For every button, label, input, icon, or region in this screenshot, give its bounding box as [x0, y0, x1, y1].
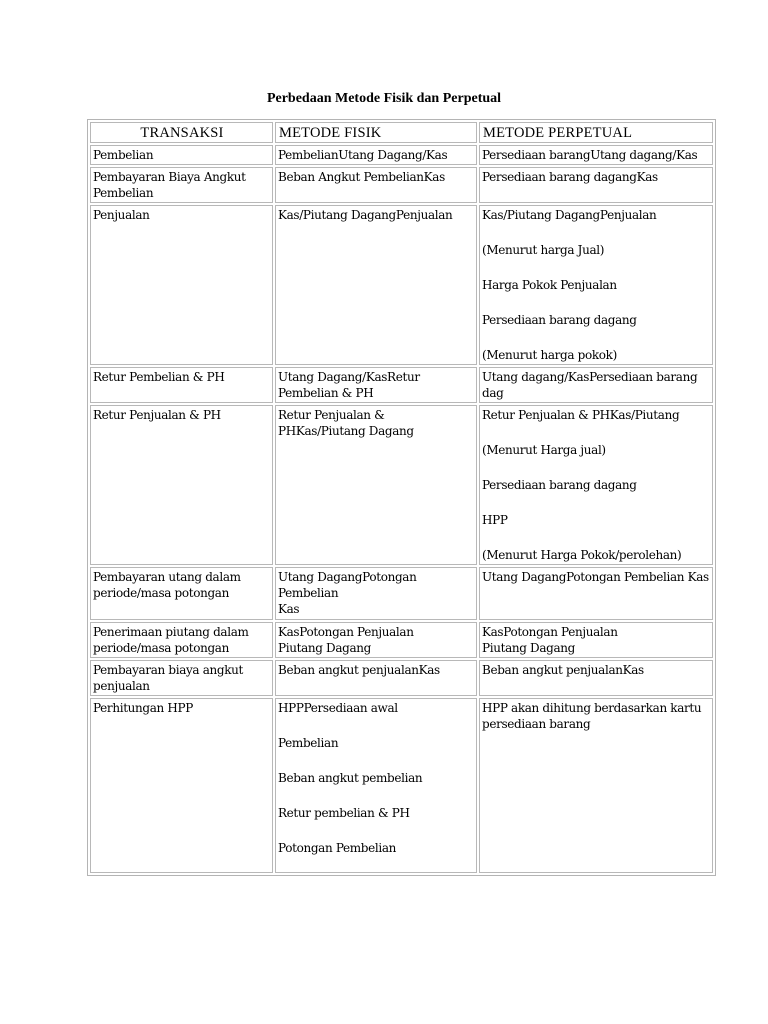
- cell-text: Utang DagangPotongan Pembelian Kas: [278, 570, 417, 616]
- table-row: [90, 622, 713, 658]
- cell-transaksi: [90, 698, 273, 873]
- cell-transaksi: [90, 660, 273, 696]
- cell-fisik: [275, 167, 477, 203]
- cell-fisik: [275, 622, 477, 658]
- cell-text: Utang Dagang/KasRetur Pembelian & PH: [278, 370, 424, 400]
- cell-text: KasPotongan Penjualan Piutang Dagang: [482, 625, 618, 655]
- cell-text: Penerimaan piutang dalam periode/masa potongan: [93, 625, 252, 655]
- cell-text: (Menurut harga pokok): [482, 348, 617, 362]
- cell-text: PembelianUtang Dagang/Kas: [278, 148, 448, 162]
- table-row: [90, 167, 713, 203]
- header-metode-fisik: METODE FISIK: [275, 122, 477, 143]
- cell-transaksi: [90, 205, 273, 365]
- cell-text: (Menurut harga Jual): [482, 243, 605, 257]
- cell-text: Kas/Piutang DagangPenjualan: [278, 208, 453, 222]
- cell-fisik: [275, 698, 477, 873]
- cell-perpetual: [479, 205, 713, 365]
- table-row: [90, 367, 713, 403]
- cell-text: Pembayaran biaya angkut penjualan: [93, 663, 247, 693]
- cell-text: KasPotongan Penjualan Piutang Dagang: [278, 625, 414, 655]
- cell-perpetual: [479, 698, 713, 873]
- cell-fisik: [275, 405, 477, 565]
- cell-text: Penjualan: [93, 208, 150, 222]
- cell-text: Beban angkut penjualanKas: [482, 663, 644, 677]
- cell-perpetual: [479, 367, 713, 403]
- document-title: Perbedaan Metode Fisik dan Perpetual: [266, 91, 502, 106]
- cell-transaksi: [90, 145, 273, 165]
- cell-text: HPPPersediaan awal: [278, 701, 398, 715]
- cell-text: Utang dagang/KasPersediaan barang dag: [482, 370, 701, 400]
- cell-text: Beban angkut penjualanKas: [278, 663, 440, 677]
- cell-transaksi: [90, 405, 273, 565]
- cell-text: Kas/Piutang DagangPenjualan: [482, 208, 657, 222]
- cell-text: Retur Pembelian & PH: [93, 370, 225, 384]
- cell-text: Pembayaran Biaya Angkut Pembelian: [93, 170, 250, 200]
- cell-text: Pembelian: [278, 736, 339, 750]
- cell-text: Pembelian: [93, 148, 154, 162]
- cell-text: Harga Pokok Penjualan: [482, 278, 617, 292]
- table-row: [90, 567, 713, 620]
- cell-text: Persediaan barang dagang: [482, 313, 637, 327]
- cell-text: Potongan Pembelian: [278, 841, 397, 855]
- cell-fisik: [275, 367, 477, 403]
- cell-perpetual: [479, 145, 713, 165]
- cell-text: Pembayaran utang dalam periode/masa potongan: [93, 570, 245, 600]
- cell-text: Retur Penjualan & PH: [93, 408, 221, 422]
- cell-perpetual: [479, 167, 713, 203]
- cell-transaksi: [90, 167, 273, 203]
- cell-text: Beban Angkut PembelianKas: [278, 170, 445, 184]
- cell-fisik: [275, 145, 477, 165]
- cell-text: Perhitungan HPP: [93, 701, 193, 715]
- cell-text: HPP: [482, 513, 508, 527]
- table-body: [90, 145, 713, 873]
- table-row: [90, 405, 713, 565]
- cell-text: (Menurut Harga jual): [482, 443, 606, 457]
- cell-text: Utang DagangPotongan Pembelian Kas: [482, 570, 709, 584]
- cell-text: Persediaan barangUtang dagang/Kas: [482, 148, 698, 162]
- cell-fisik: [275, 567, 477, 620]
- cell-perpetual: [479, 405, 713, 565]
- cell-text: Retur Penjualan & PHKas/Piutang Dagang: [278, 408, 414, 438]
- cell-transaksi: [90, 567, 273, 620]
- header-transaksi: TRANSAKSI: [90, 122, 273, 143]
- table-row: [90, 145, 713, 165]
- cell-perpetual: [479, 660, 713, 696]
- cell-transaksi: [90, 622, 273, 658]
- cell-text: Persediaan barang dagang: [482, 478, 637, 492]
- table-row: [90, 205, 713, 365]
- cell-transaksi: [90, 367, 273, 403]
- cell-text: (Menurut Harga Pokok/perolehan): [482, 548, 682, 562]
- cell-text: HPP akan dihitung berdasarkan kartu persediaan barang: [482, 701, 705, 731]
- header-metode-perpetual: METODE PERPETUAL: [479, 122, 713, 143]
- cell-fisik: [275, 205, 477, 365]
- cell-perpetual: [479, 622, 713, 658]
- cell-text: Persediaan barang dagangKas: [482, 170, 658, 184]
- cell-text: Retur pembelian & PH: [278, 806, 410, 820]
- table-row: [90, 660, 713, 696]
- table-row: [90, 698, 713, 873]
- comparison-table: [87, 119, 716, 876]
- cell-text: Beban angkut pembelian: [278, 771, 423, 785]
- cell-fisik: [275, 660, 477, 696]
- cell-perpetual: [479, 567, 713, 620]
- cell-text: Retur Penjualan & PHKas/Piutang: [482, 408, 680, 422]
- table-header-row: [90, 122, 713, 143]
